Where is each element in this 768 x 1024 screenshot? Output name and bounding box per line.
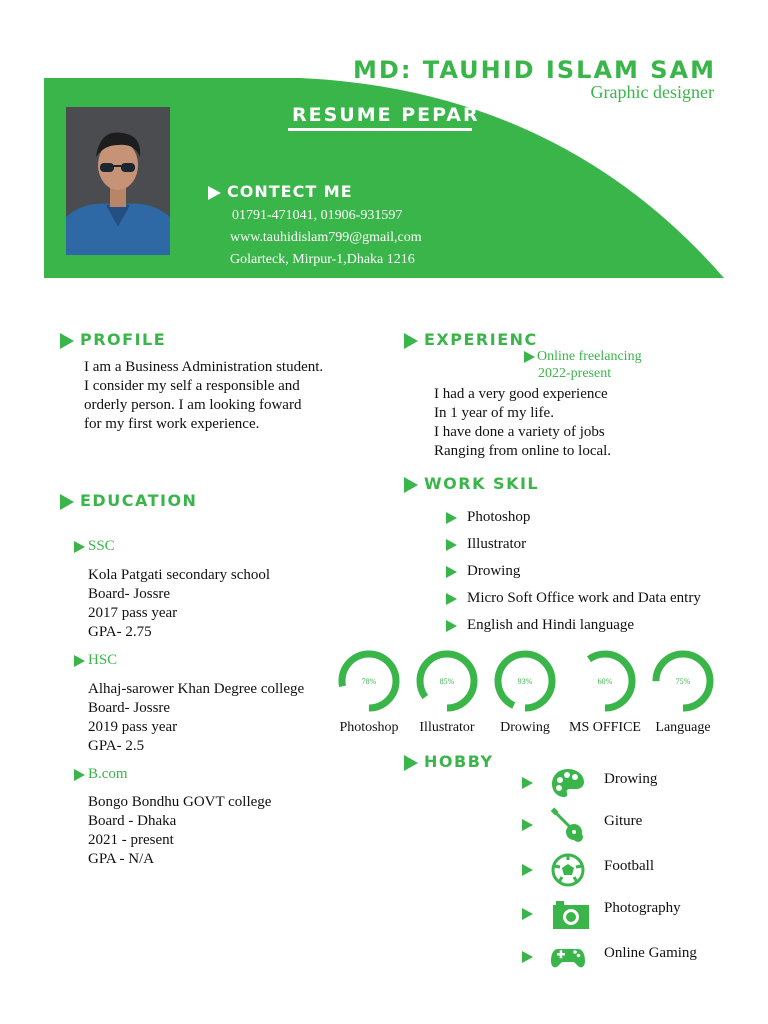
- arrow-icon: [208, 186, 221, 200]
- skill-item: [446, 616, 701, 635]
- education-item-hsc: [88, 680, 304, 756]
- education-line: GPA- 2.5: [88, 738, 145, 754]
- guitar-icon: [550, 807, 586, 843]
- experience-period: 2022-present: [538, 366, 612, 381]
- contact-email[interactable]: www.tauhidislam799@gmail,com: [230, 230, 422, 245]
- skill-ring: [414, 648, 480, 714]
- skill-ring: [492, 648, 558, 714]
- skill-ring: [650, 648, 716, 714]
- experience-heading: [404, 330, 538, 349]
- experience-line: In 1 year of my life.: [434, 405, 554, 421]
- skill-ring-label: Drowing: [500, 720, 550, 735]
- education-heading: [60, 491, 197, 510]
- skill-item-label: English and Hindi language: [467, 617, 635, 633]
- gamepad-icon: [550, 939, 586, 975]
- education-line: 2021 - present: [88, 832, 174, 848]
- skill-ring-label: Photoshop: [339, 720, 399, 735]
- profile-heading: [60, 330, 166, 349]
- arrow-icon: [522, 777, 533, 789]
- arrow-icon: [446, 593, 457, 605]
- profile-line: I consider my self a responsible and: [84, 378, 300, 394]
- education-level-hsc: [74, 652, 117, 669]
- skill-item-label: Micro Soft Office work and Data entry: [467, 590, 701, 606]
- arrow-icon: [74, 541, 85, 553]
- hobby-item: [522, 763, 742, 803]
- skill-item-label: Photoshop: [467, 509, 531, 525]
- experience-line: Ranging from online to local.: [434, 443, 612, 459]
- education-line: 2017 pass year: [88, 605, 178, 621]
- hobby-label: Football: [604, 858, 655, 874]
- education-line: 2019 pass year: [88, 719, 178, 735]
- skill-item: [446, 508, 701, 527]
- experience-job: [524, 349, 642, 365]
- arrow-icon: [522, 951, 533, 963]
- education-level-label: B.com: [88, 766, 128, 782]
- arrow-icon: [522, 864, 533, 876]
- experience-line: I have done a variety of jobs: [434, 424, 605, 440]
- candidate-role: Graphic designer: [590, 82, 714, 102]
- arrow-icon: [446, 539, 457, 551]
- contact-title: [208, 182, 353, 201]
- arrow-icon: [446, 620, 457, 632]
- arrow-icon: [522, 819, 533, 831]
- education-level-label: SSC: [88, 538, 115, 554]
- contact-phone[interactable]: 01791-471041, 01906-931597: [232, 208, 403, 223]
- profile-text: [84, 358, 323, 434]
- skill-ring-percent: 75%: [675, 677, 691, 686]
- skill-ring-label: Illustrator: [419, 720, 475, 735]
- education-line: Bongo Bondhu GOVT college: [88, 794, 272, 810]
- arrow-icon: [404, 477, 418, 493]
- education-level-bcom: [74, 766, 128, 783]
- arrow-icon: [404, 755, 418, 771]
- education-line: Board- Jossre: [88, 700, 171, 716]
- profile-photo: [66, 107, 170, 255]
- arrow-icon: [60, 494, 74, 510]
- hobby-heading: [404, 752, 494, 771]
- arrow-icon: [60, 333, 74, 349]
- experience-job-text: Online freelancing: [537, 349, 642, 364]
- skill-ring: [336, 648, 402, 714]
- profile-line: I am a Business Administration student.: [84, 359, 324, 375]
- skill-ring-percent: 85%: [439, 677, 455, 686]
- education-heading-text: EDUCATION: [80, 491, 198, 510]
- palette-icon: [550, 765, 586, 801]
- education-level-ssc: [74, 538, 115, 555]
- skill-ring-percent: 93%: [517, 677, 533, 686]
- resume-title: RESUME PEPAR: [292, 104, 480, 126]
- education-line: Kola Patgati secondary school: [88, 567, 271, 583]
- camera-icon: [550, 896, 590, 932]
- education-line: GPA- 2.75: [88, 624, 152, 640]
- experience-text: [434, 385, 611, 461]
- arrow-icon: [524, 351, 535, 363]
- skill-item: [446, 589, 701, 608]
- hobby-item: [522, 850, 742, 890]
- education-item-bcom: [88, 793, 271, 869]
- profile-heading-text: PROFILE: [80, 330, 167, 349]
- arrow-icon: [446, 512, 457, 524]
- skill-item-label: Drowing: [467, 563, 521, 579]
- hobby-label: Giture: [604, 813, 643, 829]
- skill-rings: [330, 646, 730, 746]
- resume-title-underline: [288, 128, 472, 131]
- education-line: Board - Dhaka: [88, 813, 177, 829]
- skill-list: [446, 508, 701, 635]
- work-skill-heading: [404, 474, 539, 493]
- skill-ring: [572, 648, 638, 714]
- contact-address: Golarteck, Mirpur-1,Dhaka 1216: [230, 252, 415, 267]
- experience-line: I had a very good experience: [434, 386, 608, 402]
- skill-ring-label: Language: [655, 720, 711, 735]
- skill-ring-label: MS OFFICE: [569, 720, 641, 735]
- arrow-icon: [74, 769, 85, 781]
- education-level-label: HSC: [88, 652, 118, 668]
- arrow-icon: [522, 908, 533, 920]
- arrow-icon: [446, 566, 457, 578]
- skill-item-label: Illustrator: [467, 536, 527, 552]
- education-item-ssc: [88, 566, 270, 642]
- hobby-item: [522, 937, 742, 977]
- profile-line: for my first work experience.: [84, 416, 260, 432]
- skill-item: [446, 562, 701, 581]
- arrow-icon: [74, 655, 85, 667]
- skill-item: [446, 535, 701, 554]
- contact-title-text: CONTECT ME: [227, 182, 353, 201]
- work-skill-heading-text: WORK SKIL: [424, 474, 540, 493]
- hobby-item: [522, 805, 742, 845]
- education-line: Alhaj-sarower Khan Degree college: [88, 681, 305, 697]
- skill-ring-percent: 78%: [361, 677, 377, 686]
- candidate-name: MD: TAUHID ISLAM SAM: [353, 56, 716, 84]
- hobby-item: [522, 894, 742, 934]
- education-line: Board- Jossre: [88, 586, 171, 602]
- profile-line: orderly person. I am looking foward: [84, 397, 302, 413]
- hobby-label: Online Gaming: [604, 945, 697, 961]
- skill-ring-percent: 60%: [597, 677, 613, 686]
- hobby-label: Drowing: [604, 771, 658, 787]
- experience-heading-text: EXPERIENC: [424, 330, 538, 349]
- football-icon: [550, 852, 586, 888]
- education-line: GPA - N/A: [88, 851, 155, 867]
- hobby-heading-text: HOBBY: [424, 752, 494, 771]
- hobby-label: Photography: [604, 900, 681, 916]
- arrow-icon: [404, 333, 418, 349]
